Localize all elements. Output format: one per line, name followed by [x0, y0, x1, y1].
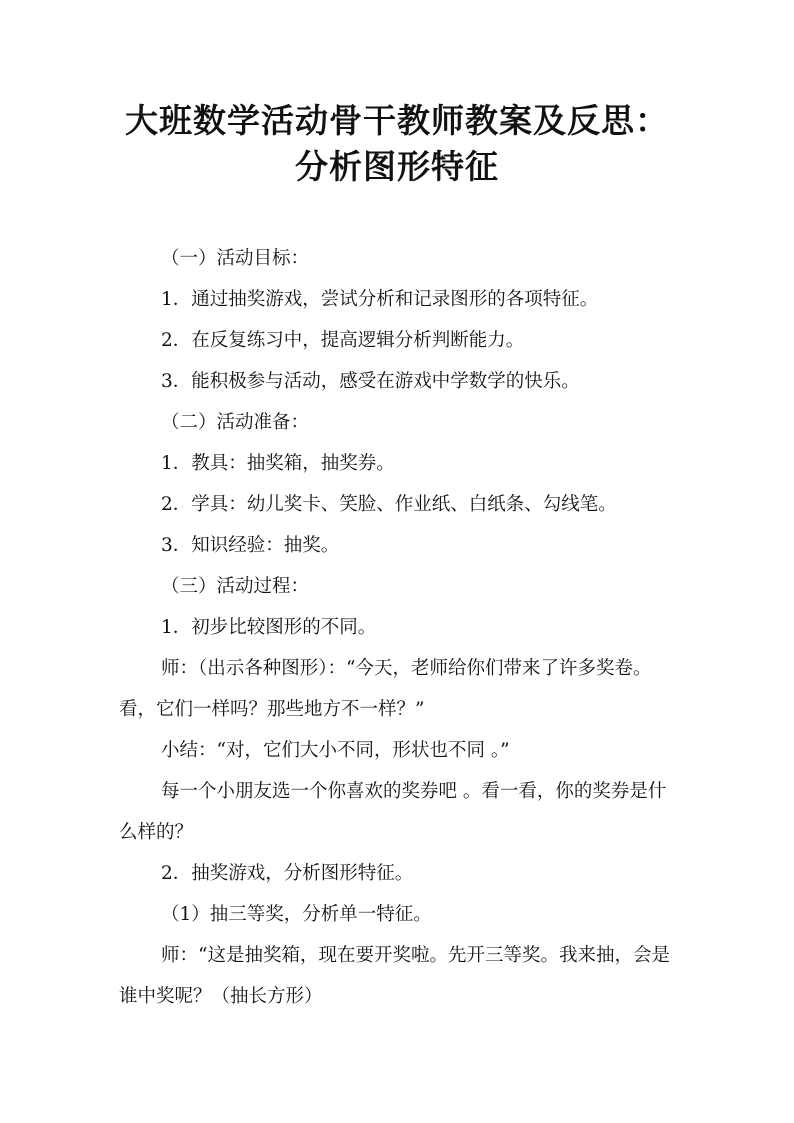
objective-item: 1．通过抽奖游戏，尝试分析和记录图形的各项特征。: [161, 289, 599, 310]
objective-item: 3．能积极参与活动，感受在游戏中学数学的快乐。: [161, 371, 580, 392]
section-heading-objectives: （一）活动目标：: [161, 248, 310, 269]
process-step: 1．初步比较图形的不同。: [161, 617, 377, 638]
document-title: 大班数学活动骨干教师教案及反思：分析图形特征: [125, 101, 669, 186]
process-paragraph: 每一个小朋友选一个你喜欢的奖券吧 。看一看，你的奖券是什么样的？: [119, 781, 667, 843]
section-heading-preparation: （二）活动准备：: [161, 412, 310, 433]
preparation-item: 3．知识经验：抽奖。: [161, 535, 340, 556]
process-paragraph: 小结：“对，它们大小不同，形状也不同 。”: [161, 740, 510, 761]
section-heading-process: （三）活动过程：: [161, 576, 310, 597]
process-step: 2．抽奖游戏，分析图形特征。: [161, 863, 414, 884]
document-body: [119, 238, 679, 1017]
process-substep: （1）抽三等奖，分析单一特征。: [161, 904, 432, 925]
process-paragraph: 师：“这是抽奖箱，现在要开奖啦。先开三等奖。我来抽，会是谁中奖呢？（抽长方形）: [119, 945, 670, 1007]
preparation-item: 2．学具：幼儿奖卡、笑脸、作业纸、白纸条、勾线笔。: [161, 494, 617, 515]
process-paragraph: 师：（出示各种图形）：“今天，老师给你们带来了许多奖卷。看，它们一样吗？那些地方不一样？”: [119, 658, 652, 720]
objective-item: 2．在反复练习中，提高逻辑分析判断能力。: [161, 330, 525, 351]
preparation-item: 1．教具：抽奖箱，抽奖券。: [161, 453, 395, 474]
